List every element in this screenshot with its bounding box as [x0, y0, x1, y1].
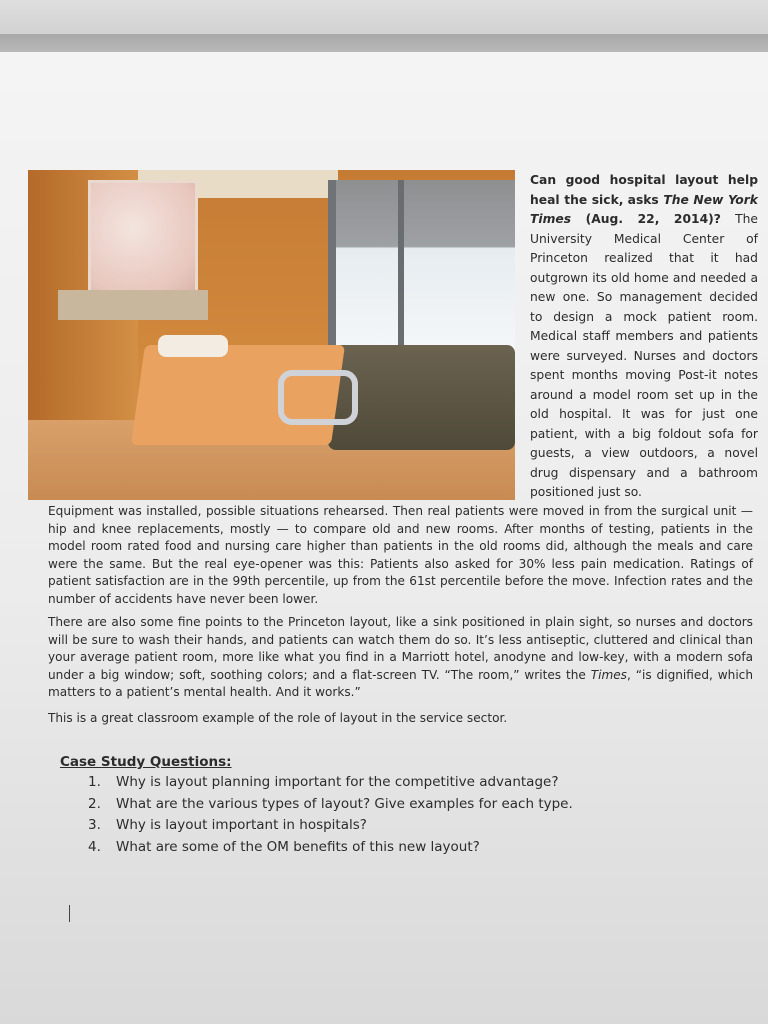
photo-window-mullion: [398, 180, 404, 370]
case-study-questions: [88, 772, 648, 858]
hospital-room-photo: [28, 170, 515, 500]
paragraph-classroom: This is a great classroom example of the role of layout in the service sector.: [48, 711, 508, 725]
question-number: 2.: [88, 795, 101, 812]
window-title-strip: [0, 34, 768, 52]
source-title: The New York Times: [530, 192, 758, 226]
question-text: Why is layout planning important for the competitive advantage?: [116, 774, 559, 790]
top-bezel: [0, 0, 768, 34]
text-cursor[interactable]: [69, 905, 70, 922]
case-study-title: Case Study Questions:: [60, 754, 232, 770]
question-number: 3.: [88, 817, 101, 833]
photo-artwork: [88, 180, 198, 298]
paragraph-layout-text-a: There are also some fine points to the Princeton layout, like a sink positioned in plain sight, so nurses and doctors will be sure to wash their hands, and patients can watch them do so. It’s less antiseptic, cluttered and clinical than your average patient room, more like what you find in a Marriott hotel, anodyne and low-key, with a modern sofa under a big window; soft, soothing colors; and a flat-screen TV. “The room,” writes the: [48, 615, 753, 682]
intro-body: The University Medical Center of Princeton realized that it had outgrown its old home and needed a new one. So management decided to design a mock patient room. Medical staff members and patients were surveyed. Nurses and doctors spent months moving Post-it notes around a model room set up in the old hospital. It was for just one patient, with a big foldout sofa for guests, a view outdoors, a novel drug dispensary and a bathroom positioned just so.: [530, 212, 758, 499]
photo-window: [328, 180, 515, 370]
asks-text: asks: [627, 192, 664, 207]
question-item: [88, 837, 648, 859]
question-item: [88, 815, 648, 837]
lead-question: Can good hospital layout help heal the sick,: [530, 173, 758, 207]
question-text: What are the various types of layout? Give examples for each type.: [116, 795, 573, 812]
article-intro: [530, 171, 758, 503]
question-text: Why is layout important in hospitals?: [116, 817, 367, 833]
question-item: [88, 794, 648, 816]
paragraph-layout-details: [48, 614, 753, 702]
photo-headwall: [58, 290, 208, 320]
photo-pillow: [158, 335, 228, 357]
question-text: What are some of the OM benefits of this new layout?: [116, 838, 480, 855]
photo-bed-rail: [278, 370, 358, 425]
question-number: 4.: [88, 838, 101, 855]
source-date: (Aug. 22, 2014)?: [571, 212, 721, 226]
times-italic: Times: [590, 667, 627, 682]
paragraph-equipment: Equipment was installed, possible situations rehearsed. Then real patients were moved in from the surgical unit — hip and knee replacements, mostly — to compare old and new rooms. After months of testing, patients in the model room rated food and nursing care higher than patients in the old rooms did, although the meals and care were the same. But the real eye-opener was this: Patients also asked for 30% less pain medication. Ratings of patient satisfaction are in the 99th percentile, up from the 61st percentile before the move. Infection rates and the number of accidents have never been lower.: [48, 504, 753, 606]
paragraph-layout-text-b: , “is dignified, which matters to a patient’s mental health. And it works.”: [48, 667, 753, 700]
question-number: 1.: [88, 774, 101, 790]
question-item: [88, 772, 648, 794]
